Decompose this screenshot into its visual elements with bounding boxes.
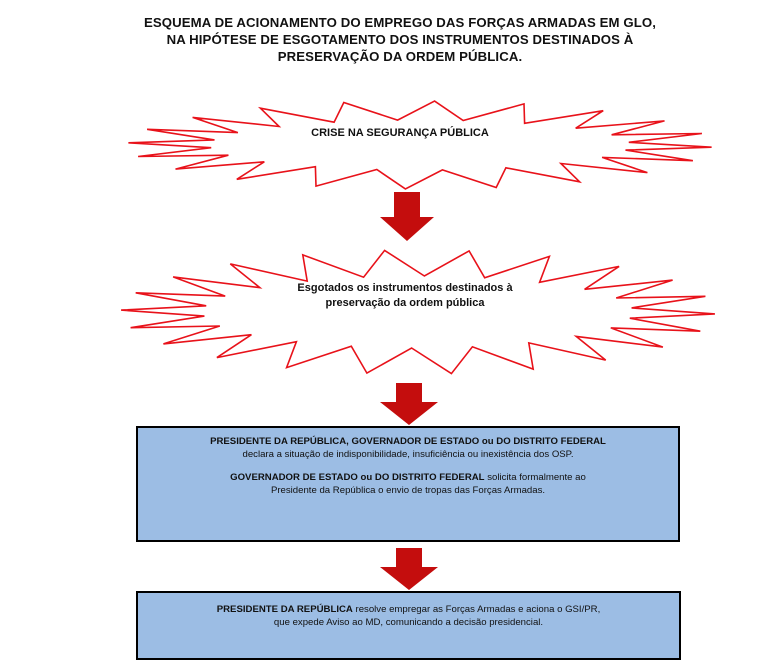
title-line-1: ESQUEMA DE ACIONAMENTO DO EMPREGO DAS FORÇAS ARMADAS EM GLO,	[143, 15, 657, 30]
decision-text-a: resolve empregar as Forças Armadas e aciona o GSI/PR,	[352, 604, 601, 615]
presidential-decision-box	[136, 591, 681, 660]
declaration-text: declara a situação de indisponibilidade, insuficiência ou inexistência dos OSP.	[242, 448, 574, 460]
decision-authority: PRESIDENTE DA REPÚBLICA	[216, 604, 353, 615]
down-arrow-1	[380, 192, 434, 241]
crisis-label-text: CRISE NA SEGURANÇA PÚBLICA	[311, 127, 489, 139]
title-line-2: NA HIPÓTESE DE ESGOTAMENTO DOS INSTRUMENTOS DESTINADOS À	[166, 32, 634, 47]
declaration-box	[136, 426, 680, 542]
decision-text-b: que expede Aviso ao MD, comunicando a decisão presidencial.	[273, 616, 544, 628]
down-arrow-2	[380, 383, 438, 425]
request-authorities: GOVERNADOR DE ESTADO ou DO DISTRITO FEDERAL	[230, 472, 485, 483]
request-text-b: Presidente da República o envio de tropas das Forças Armadas.	[270, 484, 546, 496]
exhausted-label	[260, 281, 550, 311]
exhausted-line-2: preservação da ordem pública	[325, 297, 485, 309]
title-line-3: PRESERVAÇÃO DA ORDEM PÚBLICA.	[277, 49, 523, 64]
decision-paragraph	[150, 604, 667, 629]
crisis-label	[250, 126, 550, 141]
down-arrow-3	[380, 548, 438, 590]
request-text-a: solicita formalmente ao	[484, 472, 586, 483]
declaration-paragraph	[150, 436, 666, 461]
request-paragraph	[150, 472, 666, 497]
crisis-starburst	[128, 101, 711, 189]
declaration-authorities: PRESIDENTE DA REPÚBLICA, GOVERNADOR DE ESTADO ou DO DISTRITO FEDERAL	[210, 436, 606, 447]
exhausted-starburst	[121, 250, 715, 373]
exhausted-line-1: Esgotados os instrumentos destinados à	[297, 282, 513, 294]
